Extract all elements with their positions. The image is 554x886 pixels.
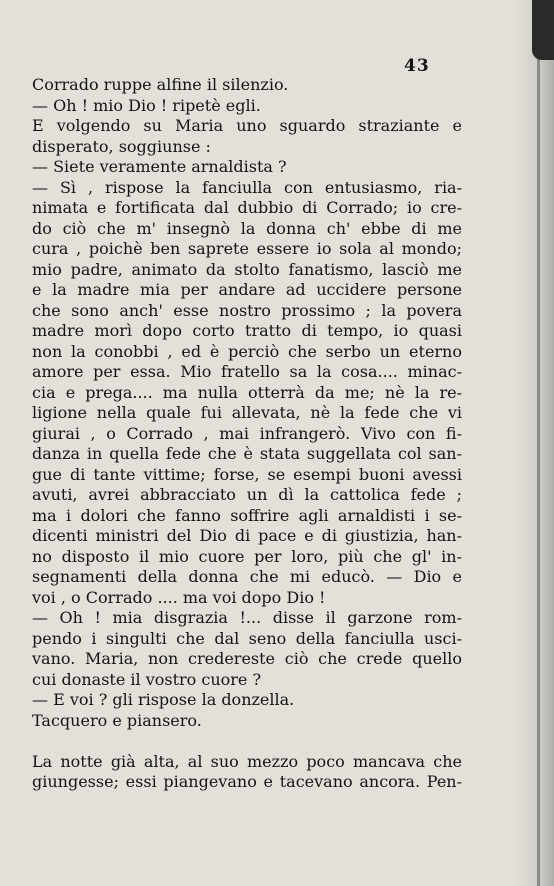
text-line: — Oh ! mio Dio ! ripetè egli. (32, 95, 261, 115)
text-line: E volgendo su Maria uno sguardo straziante e (32, 116, 462, 135)
text-line: ma i dolori che fanno soffrire agli arnaldisti i se- (32, 505, 462, 525)
text-line: che sono anch' esse nostro prossimo ; la povera (32, 300, 462, 320)
text-line: mio padre, animato da stolto fanatismo, lasciò me (32, 259, 462, 279)
text-line: madre morì dopo corto tratto di tempo, io quasi (32, 321, 462, 340)
text-line: voi , o Corrado .... ma voi dopo Dio ! (32, 587, 326, 607)
text-line: cura , poichè ben saprete essere io sola al mondo; (32, 239, 462, 258)
text-line: — Siete veramente arnaldista ? (32, 157, 287, 176)
text-line: giungesse; essi piangevano e tacevano ancora. Pen- (32, 772, 462, 791)
text-line: — Sì , rispose la fanciulla con entusiasmo, ria- (32, 177, 462, 197)
text-line: amore per essa. Mio fratello sa la cosa.... minac- (32, 362, 462, 381)
page-number: 43 (404, 56, 430, 76)
text-line: danza in quella fede che è stata suggellata col san- (32, 444, 462, 463)
text-line: pendo i singulti che dal seno della fanciulla usci- (32, 628, 462, 648)
body-text (32, 75, 462, 793)
text-line: Corrado ruppe alfine il silenzio. (32, 75, 289, 94)
text-line: Tacquero e piansero. (32, 710, 202, 730)
text-line: do ciò che m' insegnò la donna ch' ebbe di me (32, 218, 462, 238)
text-line: cia e prega.... ma nulla otterrà da me; nè la re- (32, 382, 462, 402)
text-line: cui donaste il vostro cuore ? (32, 669, 262, 689)
scan-corner-smudge (532, 0, 554, 60)
text-line: ligione nella quale fui allevata, nè la fede che vi (32, 403, 462, 422)
text-line: nimata e fortificata dal dubbio di Corrado; io cre- (32, 198, 462, 217)
text-line: — E voi ? gli rispose la donzella. (32, 690, 295, 709)
text-line: vano. Maria, non credereste ciò che crede quello (32, 649, 462, 668)
page-edge-shadow (514, 0, 554, 886)
text-line: e la madre mia per andare ad uccidere persone (32, 280, 462, 299)
text-line: disperato, soggiunse : (32, 136, 211, 156)
page-edge-line (537, 0, 540, 886)
text-line: avuti, avrei abbracciato un dì la cattolica fede ; (32, 485, 462, 504)
text-line: segnamenti della donna che mi educò. — Dio e (32, 567, 462, 586)
text-line: giurai , o Corrado , mai infrangerò. Vivo con fi- (32, 423, 462, 443)
text-line: gue di tante vittime; forse, se esempi buoni avessi (32, 464, 462, 484)
text-line: — Oh ! mia disgrazia !... disse il garzone rom- (32, 608, 462, 627)
paragraph-gap (32, 731, 462, 752)
text-line: dicenti ministri del Dio di pace e di giustizia, han- (32, 526, 462, 545)
text-line: non la conobbi , ed è perciò che serbo un eterno (32, 341, 462, 361)
text-line: La notte già alta, al suo mezzo poco mancava che (32, 751, 462, 771)
text-line: no disposto il mio cuore per loro, più che gl' in- (32, 546, 462, 566)
